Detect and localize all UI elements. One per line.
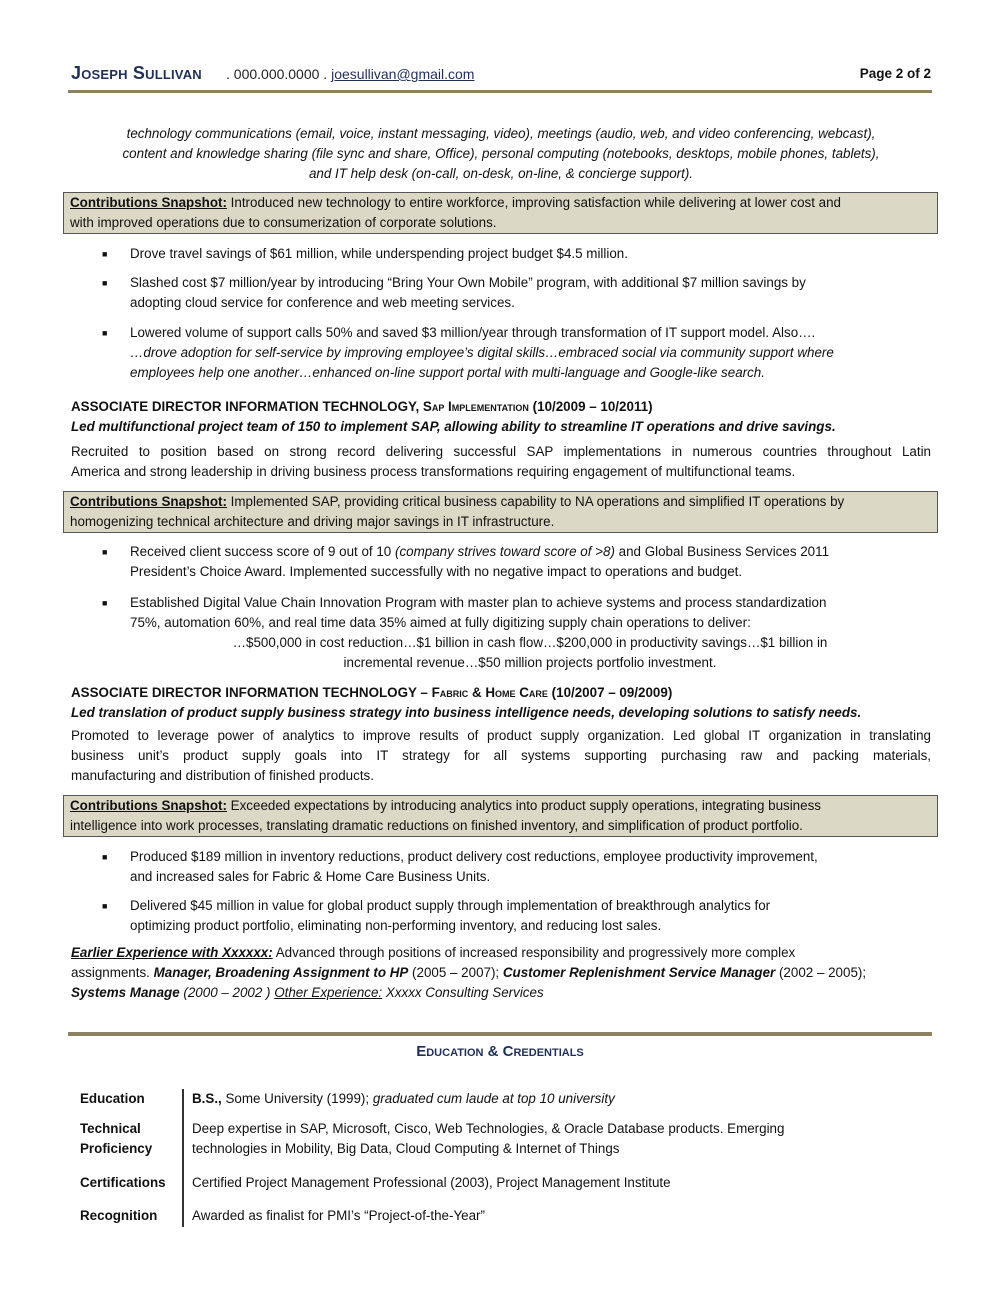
text-line (130, 542, 930, 562)
job-tagline (71, 417, 931, 437)
text-run: Other Experience: (274, 985, 383, 1000)
label-line: Certifications (80, 1175, 166, 1190)
text-run: Promoted to leverage power of analytics to improve results of product supply organization. Led global IT organization in translating (71, 728, 931, 743)
text-line (71, 683, 931, 703)
text-run: technology communications (email, voice, instant messaging, video), meetings (audio, web, and video conferencing, webcast), (126, 126, 876, 141)
text-run: homogenizing technical architecture and driving major savings in IT infrastructure. (70, 514, 555, 529)
text-line (130, 653, 930, 673)
credential-label (80, 1119, 180, 1159)
intro-continuation (71, 124, 931, 184)
resume-header (71, 63, 931, 87)
text-run: (2000 – 2002 ) (179, 985, 275, 1000)
contact-info (226, 66, 474, 82)
text-run: Customer Replenishment Service Manager (502, 965, 776, 980)
text-run: Some University (1999); (221, 1091, 373, 1106)
text-run: content and knowledge sharing (file sync and share, Office), personal computing (notebooks, desktops, mobile phones, tablets), (122, 146, 880, 161)
text-line (71, 766, 931, 786)
text-run: Slashed cost $7 million/year by introducing “Bring Your Own Mobile” program, with additional $7 million savings by (130, 275, 806, 290)
text-run: America and strong leadership in driving business process transformations requiring engagement of multifunctional teams. (71, 464, 796, 479)
bullet-item (102, 244, 930, 264)
text-line (192, 1089, 615, 1109)
label-line: Technical (80, 1121, 141, 1136)
text-run: incremental revenue…$50 million projects portfolio investment. (343, 655, 717, 670)
text-line (130, 273, 930, 293)
text-run: Received client success score of 9 out of 10 (130, 544, 395, 559)
text-run: assignments. (71, 965, 154, 980)
text-run: and Global Business Services 2011 (614, 544, 830, 559)
text-run: Contributions Snapshot: (70, 494, 227, 509)
text-run: (10/2009 – 10/2011) (528, 399, 653, 414)
text-line (130, 613, 930, 633)
email-link[interactable]: joesullivan@gmail.com (331, 66, 475, 82)
text-run: business unit’s product supply goals into IT strategy for all systems supporting purchasing raw and packing materials, (71, 748, 931, 763)
text-run: optimizing product portfolio, eliminating non-performing inventory, and reducing lost sales. (130, 918, 662, 933)
text-run: Xxxxx Consulting Services (382, 985, 544, 1000)
text-line (130, 244, 930, 264)
label-line: Education (80, 1091, 145, 1106)
text-run: Delivered $45 million in value for global product supply through implementation of breakthrough analytics for (130, 898, 771, 913)
text-run: and increased sales for Fabric & Home Care Business Units. (130, 869, 491, 884)
text-run: with improved operations due to consumerization of corporate solutions. (70, 215, 497, 230)
text-line (71, 397, 931, 417)
square-bullet-icon: ■ (102, 278, 108, 288)
contributions-snapshot (63, 192, 938, 234)
text-line (130, 867, 930, 887)
text-run: graduated cum laude at top 10 university (372, 1091, 615, 1106)
text-line (192, 1206, 485, 1226)
text-line (130, 293, 930, 313)
text-line (130, 323, 930, 343)
text-run: (10/2007 – 09/2009) (547, 685, 673, 700)
text-line (192, 1173, 671, 1193)
text-run: and IT help desk (on-call, on-desk, on-line, & concierge support). (308, 166, 694, 181)
bullet-item (102, 847, 930, 887)
bullet-item (102, 593, 930, 673)
text-line (130, 633, 930, 653)
text-line (70, 193, 931, 213)
label-line: Recognition (80, 1208, 158, 1223)
text-run: B.S., (192, 1091, 222, 1106)
text-line (130, 363, 930, 383)
text-run: ASSOCIATE DIRECTOR INFORMATION TECHNOLOGY – (71, 685, 432, 700)
job-summary (71, 442, 931, 482)
text-run: Implemented SAP, providing critical business capability to NA operations and simplified IT operations by (226, 494, 845, 509)
text-run: ASSOCIATE DIRECTOR INFORMATION TECHNOLOGY, (71, 399, 423, 414)
text-line (130, 593, 930, 613)
text-line (130, 847, 930, 867)
text-line (70, 816, 931, 836)
bullet-item (102, 896, 930, 936)
text-line (71, 703, 931, 723)
page-number: Page 2 of 2 (859, 66, 931, 81)
text-run: Sap Implementation (422, 399, 529, 414)
text-line (192, 1139, 784, 1159)
bullet-item (102, 273, 930, 313)
text-run: Led multifunctional project team of 150 to implement SAP, allowing ability to streamline IT operations and drive savings. (71, 419, 836, 434)
job-heading (71, 683, 931, 703)
credential-label (80, 1089, 180, 1109)
text-run: Exceeded expectations by introducing analytics into product supply operations, integrating business (226, 798, 821, 813)
text-run: Introduced new technology to entire workforce, improving satisfaction while delivering at lower cost and (226, 195, 842, 210)
job-summary (71, 726, 931, 786)
earlier-experience (71, 943, 931, 1003)
text-line (71, 726, 931, 746)
header-rule (68, 90, 932, 93)
text-run: Systems Manage (71, 985, 180, 1000)
text-line (70, 796, 931, 816)
text-line (71, 144, 931, 164)
text-line (71, 963, 931, 983)
section-title: Education & Credentials (416, 1043, 584, 1060)
text-run: President’s Choice Award. Implemented successfully with no negative impact to operations and budget. (130, 564, 743, 579)
text-run: technologies in Mobility, Big Data, Cloud Computing & Internet of Things (192, 1141, 620, 1156)
text-run: Recruited to position based on strong record delivering successful SAP implementations in numerous countries throughout Latin (71, 444, 931, 459)
text-line (71, 943, 931, 963)
text-line (130, 343, 930, 363)
square-bullet-icon: ■ (102, 249, 108, 259)
bullet-item (102, 323, 930, 383)
text-run: …drove adoption for self-service by improving employee’s digital skills…embraced social via community support where (130, 345, 834, 360)
text-run: 75%, automation 60%, and real time data 35% aimed at fully digitizing supply chain operations to deliver: (130, 615, 751, 630)
text-run: Drove travel savings of $61 million, while underspending project budget $4.5 million. (130, 246, 628, 261)
text-run: Fabric & Home Care (431, 685, 548, 700)
text-line (130, 896, 930, 916)
square-bullet-icon: ■ (102, 547, 108, 557)
text-run: Certified Project Management Professional (2003), Project Management Institute (192, 1175, 671, 1190)
text-run: manufacturing and distribution of finished products. (71, 768, 374, 783)
text-line (71, 442, 931, 462)
text-run: Earlier Experience with Xxxxxx: (71, 945, 273, 960)
text-run: adopting cloud service for conference and web meeting services. (130, 295, 515, 310)
square-bullet-icon: ■ (102, 901, 108, 911)
square-bullet-icon: ■ (102, 598, 108, 608)
text-run: employees help one another…enhanced on-line support portal with multi-language and Google-like search. (130, 365, 765, 380)
credential-value (192, 1173, 671, 1193)
candidate-name: Joseph Sullivan (71, 63, 202, 83)
text-run: …$500,000 in cost reduction…$1 billion in cash flow…$200,000 in productivity savings…$1 billion in (232, 635, 828, 650)
text-run: Advanced through positions of increased responsibility and progressively more complex (272, 945, 796, 960)
text-line (70, 492, 931, 512)
credential-label (80, 1206, 180, 1226)
text-line (130, 916, 930, 936)
job-heading (71, 397, 931, 417)
section-rule (68, 1032, 932, 1036)
contributions-snapshot (63, 491, 938, 533)
job-tagline (71, 703, 931, 723)
text-run: Established Digital Value Chain Innovation Program with master plan to achieve systems and process standardization (130, 595, 827, 610)
text-run: (2005 – 2007); (408, 965, 503, 980)
text-line (71, 417, 931, 437)
text-run: Manager, Broadening Assignment to HP (153, 965, 409, 980)
table-divider (182, 1089, 184, 1227)
credential-value (192, 1089, 615, 1109)
text-line (71, 164, 931, 184)
text-run: Deep expertise in SAP, Microsoft, Cisco, Web Technologies, & Oracle Database products. Emerging (192, 1121, 785, 1136)
text-line (130, 562, 930, 582)
text-line (71, 746, 931, 766)
square-bullet-icon: ■ (102, 328, 108, 338)
label-line: Proficiency (80, 1141, 153, 1156)
text-run: intelligence into work processes, translating dramatic reductions on finished inventory, and simplification of product portfolio. (70, 818, 803, 833)
text-run: Produced $189 million in inventory reductions, product delivery cost reductions, employee productivity improvement, (130, 849, 818, 864)
text-run: (2002 – 2005); (775, 965, 867, 980)
text-line (71, 983, 931, 1003)
text-run: Led translation of product supply business strategy into business intelligence needs, developing solutions to satisfy needs. (71, 705, 862, 720)
text-run: Lowered volume of support calls 50% and saved $3 million/year through transformation of IT support model. Also…. (130, 325, 816, 340)
credential-value (192, 1119, 784, 1159)
text-run: Contributions Snapshot: (70, 798, 227, 813)
text-line (71, 124, 931, 144)
bullet-item (102, 542, 930, 582)
text-line (71, 462, 931, 482)
square-bullet-icon: ■ (102, 852, 108, 862)
phone: . 000.000.0000 . (226, 66, 328, 82)
credential-label (80, 1173, 180, 1193)
credential-value (192, 1206, 485, 1226)
text-line (70, 213, 931, 233)
text-run: Contributions Snapshot: (70, 195, 227, 210)
contributions-snapshot (63, 795, 938, 837)
text-run: Awarded as finalist for PMI’s “Project-of-the-Year” (192, 1208, 485, 1223)
text-line (70, 512, 931, 532)
text-run: (company strives toward score of >8) (394, 544, 615, 559)
text-line (192, 1119, 784, 1139)
